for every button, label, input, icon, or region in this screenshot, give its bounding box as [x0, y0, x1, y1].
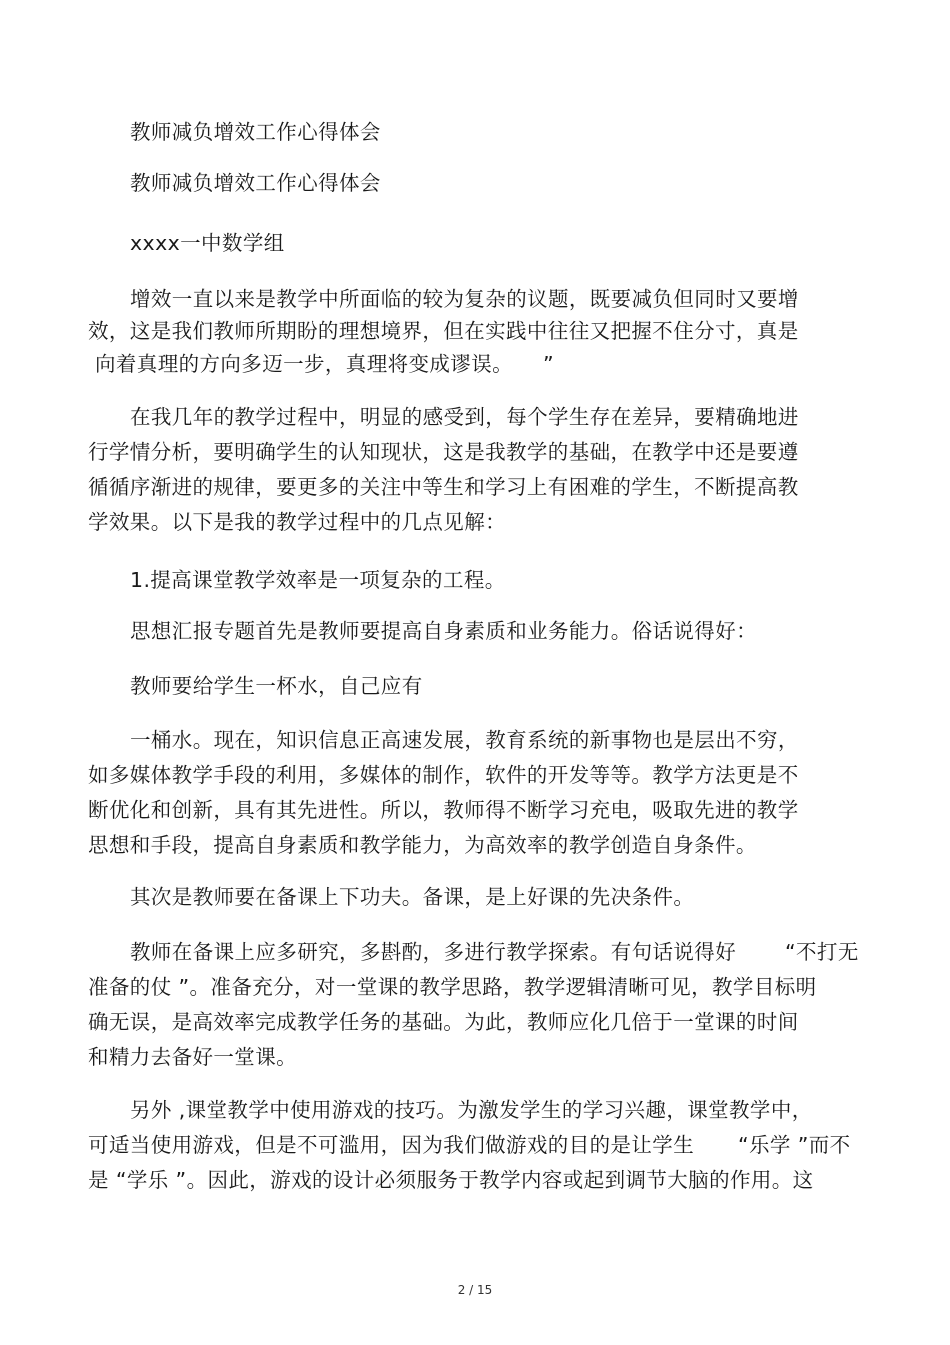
doc-author-line: xxxx一中数学组 — [130, 231, 285, 255]
text-line: 是 “学乐 ”。因此，游戏的设计必须服务于教学内容或起到调节大脑的作用。这 — [88, 1168, 814, 1192]
text-line: 向着真理的方向多迈一步，真理将变成谬误。 — [95, 352, 513, 376]
text-line: 教师要给学生一杯水，自己应有 — [130, 674, 423, 698]
text-line: 思想和手段，提高自身素质和教学能力，为高效率的教学创造自身条件。 — [88, 833, 757, 857]
text-line: 行学情分析，要明确学生的认知现状，这是我教学的基础，在教学中还是要遵 — [88, 440, 799, 464]
page-number: 2 / 15 — [457, 1283, 493, 1297]
text-line: ” — [543, 352, 555, 376]
text-line: 准备的仗 ”。准备充分，对一堂课的教学思路，教学逻辑清晰可见，教学目标明 — [88, 975, 817, 999]
text-line: 如多媒体教学手段的利用，多媒体的制作，软件的开发等等。教学方法更是不 — [88, 763, 799, 787]
text-line: 其次是教师要在备课上下功夫。备课，是上好课的先决条件。 — [130, 885, 695, 909]
text-line: 思想汇报专题首先是教师要提高自身素质和业务能力。俗话说得好： — [130, 619, 757, 643]
text-line: 1.提高课堂教学效率是一项复杂的工程。 — [130, 568, 506, 592]
text-line: 另外 ,课堂教学中使用游戏的技巧。为激发学生的学习兴趣，课堂教学中， — [130, 1098, 813, 1122]
text-line: 效，这是我们教师所期盼的理想境界，但在实践中往往又把握不住分寸，真是 — [88, 319, 799, 343]
text-line: “不打无 — [785, 940, 859, 964]
text-line: 一桶水。现在，知识信息正高速发展，教育系统的新事物也是层出不穷， — [130, 728, 799, 752]
text-line: 确无误，是高效率完成教学任务的基础。为此，教师应化几倍于一堂课的时间 — [88, 1010, 799, 1034]
doc-title-line: 教师减负增效工作心得体会 — [130, 171, 381, 195]
text-line: 断优化和创新，具有其先进性。所以，教师得不断学习充电，吸取先进的教学 — [88, 798, 799, 822]
text-line: 和精力去备好一堂课。 — [88, 1045, 297, 1069]
text-line: 增效一直以来是教学中所面临的较为复杂的议题，既要减负但同时又要增 — [130, 287, 799, 311]
text-line: 教师在备课上应多研究，多斟酌，多进行教学探索。有句话说得好 — [130, 940, 737, 964]
doc-title-line: 教师减负增效工作心得体会 — [130, 120, 381, 144]
text-line: 可适当使用游戏，但是不可滥用，因为我们做游戏的目的是让学生 — [88, 1133, 695, 1157]
text-line: 在我几年的教学过程中，明显的感受到，每个学生存在差异，要精确地进 — [130, 405, 799, 429]
text-line: 循循序渐进的规律，要更多的关注中等生和学习上有困难的学生，不断提高教 — [88, 475, 799, 499]
text-line: “乐学 ”而不 — [738, 1133, 851, 1157]
text-line: 学效果。以下是我的教学过程中的几点见解： — [88, 510, 506, 534]
